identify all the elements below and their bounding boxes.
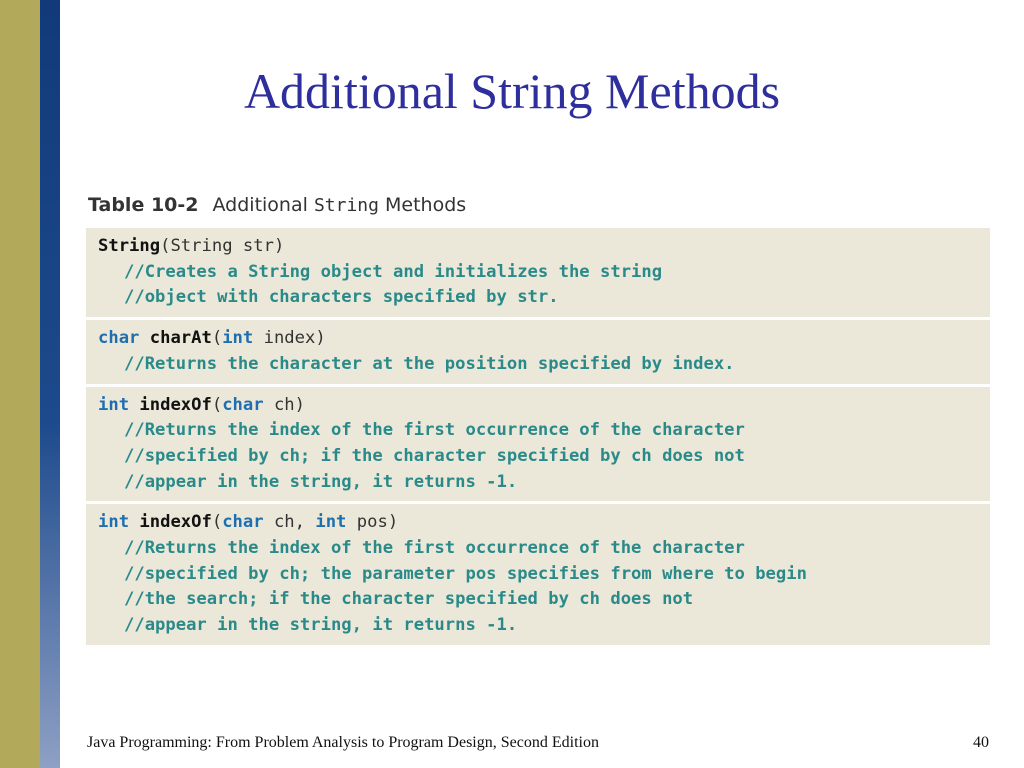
page-number: 40 — [973, 734, 989, 751]
method-comment: //Creates a String object and initializes the string — [124, 261, 663, 282]
method-comment: //the search; if the character specified by ch does not — [124, 589, 694, 610]
paren-close: ) — [387, 512, 399, 533]
param-type: int — [315, 512, 347, 533]
method-comment: //Returns the index of the first occurrence of the character — [124, 538, 745, 559]
methods-table — [86, 228, 990, 648]
table-row — [86, 228, 990, 320]
method-comment: //Returns the index of the first occurrence of the character — [124, 420, 745, 441]
paren-close: ) — [315, 328, 326, 349]
paren-open: ( — [211, 394, 223, 415]
method-signature — [98, 326, 978, 352]
method-comment: //appear in the string, it returns -1. — [124, 615, 518, 636]
slide-title — [0, 62, 1024, 120]
table-number: Table 10-2 — [88, 194, 199, 216]
method-comment: //Returns the character at the position specified by index. — [124, 353, 735, 374]
method-name: charAt — [149, 328, 212, 349]
paren-open: ( — [160, 236, 171, 256]
slide-footer: Java Programming: From Problem Analysis to Program Design, Second Edition — [87, 734, 599, 751]
param-type: int — [222, 328, 254, 349]
return-type: int — [98, 512, 140, 533]
param-type: char — [222, 512, 264, 533]
param-name: index — [253, 328, 316, 349]
param-name: pos — [346, 512, 388, 533]
param-name: ch — [263, 512, 295, 533]
table-row — [86, 320, 990, 386]
paren-open: ( — [211, 328, 223, 349]
param-separator: , — [294, 512, 316, 533]
param-name: str — [232, 236, 274, 256]
table-caption — [88, 194, 466, 216]
param-name: ch — [263, 394, 295, 415]
method-signature — [98, 393, 978, 419]
method-name: indexOf — [139, 512, 212, 533]
param-type: char — [222, 394, 264, 415]
method-signature — [98, 510, 978, 536]
method-comment: //specified by ch; the parameter pos specifies from where to begin — [124, 563, 807, 584]
paren-open: ( — [211, 512, 223, 533]
method-comment: //specified by ch; if the character specified by ch does not — [124, 445, 745, 466]
param-type: String — [170, 236, 233, 256]
return-type: int — [98, 394, 140, 415]
paren-close: ) — [273, 236, 285, 256]
method-signature — [98, 234, 978, 260]
caption-prefix: Additional — [212, 194, 308, 216]
table-row — [86, 387, 990, 505]
paren-close: ) — [294, 394, 306, 415]
return-type: char — [98, 328, 150, 349]
method-comment: //appear in the string, it returns -1. — [124, 471, 518, 492]
method-comment: //object with characters specified by str. — [124, 287, 559, 308]
slide-title-text: Additional String Methods — [243, 63, 781, 119]
table-row — [86, 504, 990, 648]
method-name: indexOf — [139, 394, 212, 415]
caption-suffix: Methods — [385, 194, 467, 216]
caption-mono: String — [313, 195, 379, 216]
method-name: String — [98, 236, 161, 256]
